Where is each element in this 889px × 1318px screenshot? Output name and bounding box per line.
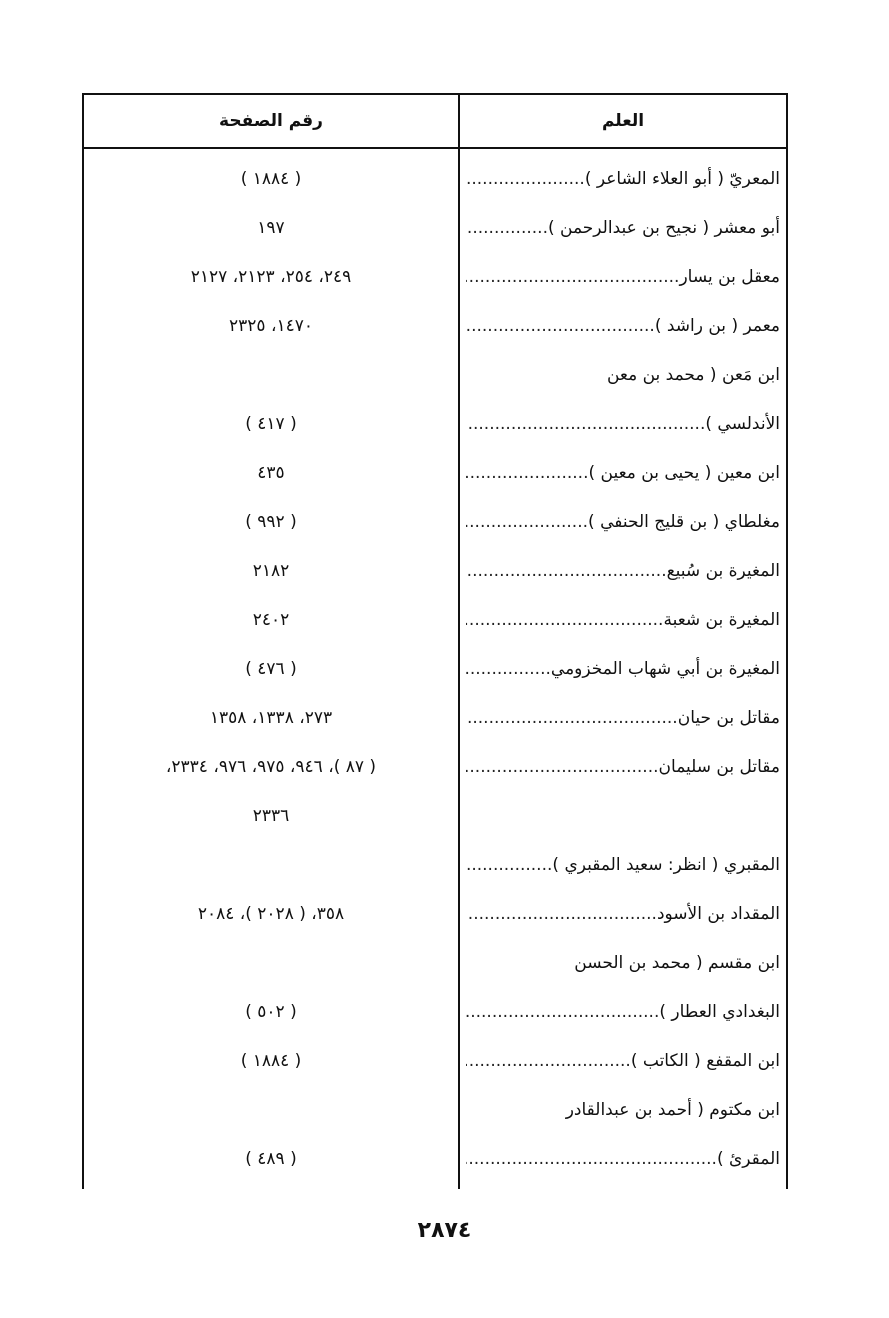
table-row	[82, 841, 788, 889]
entry-name: ابن مَعن ( محمد بن معن	[606, 365, 780, 385]
header-page-column: رقم الصفحة	[219, 111, 323, 131]
entry-name: أبو معشر ( نجيح بن عبدالرحمن ) .....	[466, 204, 780, 252]
entry-name: المغيرة بن سُبيع .....	[466, 547, 780, 595]
entry-name: ابن مقسم ( محمد بن الحسن	[574, 953, 780, 973]
table-row	[82, 988, 788, 1036]
entry-name: ابن مكتوم ( أحمد بن عبدالقادر	[565, 1100, 780, 1120]
entry-page-refs: ( ٩٩٢ )	[245, 512, 297, 532]
entry-page-refs	[90, 1086, 452, 1134]
entry-page-refs: ٢٤٩، ٢٥٤، ٢١٢٣، ٢١٢٧	[190, 267, 352, 287]
entry-page-refs	[90, 939, 452, 987]
entry-name: ابن معين ( يحيى بن معين ) .....	[466, 449, 780, 497]
entry-name: المقرئ ) .....	[466, 1135, 780, 1183]
entry-page-refs: ( ٤١٧ )	[245, 414, 297, 434]
entry-name: البغدادي العطار ) .....	[466, 988, 780, 1036]
entry-name: المغيرة بن أبي شهاب المخزومي .....	[466, 645, 780, 693]
table-row	[82, 694, 788, 742]
entry-page-refs: ( ٨٧ )، ٩٤٦، ٩٧٥، ٩٧٦، ٢٣٣٤،	[165, 757, 377, 777]
table-row	[82, 400, 788, 448]
table-row	[82, 498, 788, 546]
entry-page-refs: ( ٤٨٩ )	[245, 1149, 297, 1169]
entry-page-refs: ٢٣٣٦	[252, 806, 290, 826]
index-table	[82, 93, 788, 1189]
table-row	[82, 253, 788, 301]
entry-name: المغيرة بن شعبة .....	[466, 596, 780, 644]
table-row	[82, 792, 788, 840]
entry-page-refs	[90, 351, 452, 399]
table-row	[82, 1037, 788, 1085]
entry-page-refs: ( ١٨٨٤ )	[240, 1051, 302, 1071]
entry-name: مقاتل بن حيان .....	[466, 694, 780, 742]
table-row	[82, 547, 788, 595]
entry-page-refs: ( ٤٧٦ )	[245, 659, 297, 679]
entry-page-refs: ٢٤٠٢	[252, 610, 290, 630]
table-row	[82, 1086, 788, 1134]
entry-name: الأندلسي ) .....	[466, 400, 780, 448]
entry-name: مغلطاي ( بن قليج الحنفي ) .....	[466, 498, 780, 546]
entry-name: مقاتل بن سليمان .....	[466, 743, 780, 791]
entry-page-refs: ٣٥٨، ( ٢٠٢٨ )، ٢٠٨٤	[197, 904, 345, 924]
header-divider	[82, 147, 788, 149]
entry-page-refs: ٢٧٣، ١٣٣٨، ١٣٥٨	[209, 708, 333, 728]
entry-page-refs: ١٩٧	[257, 218, 285, 238]
page-number: ٢٨٧٤	[417, 1218, 472, 1243]
header-name-column: العلم	[601, 111, 645, 131]
entry-page-refs: ٤٣٥	[257, 463, 285, 483]
entry-page-refs: ( ٥٠٢ )	[245, 1002, 297, 1022]
table-row	[82, 302, 788, 350]
table-row	[82, 743, 788, 791]
entry-name: المعريّ ( أبو العلاء الشاعر ) .....	[466, 155, 780, 203]
table-row	[82, 645, 788, 693]
entry-page-refs: ( ١٨٨٤ )	[240, 169, 302, 189]
entry-page-refs: ٢١٨٢	[252, 561, 290, 581]
entry-name: المقداد بن الأسود .....	[466, 890, 780, 938]
entry-name: المقبري ( انظر: سعيد المقبري ) .....	[466, 841, 780, 889]
table-row	[82, 1135, 788, 1183]
entry-page-refs: ١٤٧٠، ٢٣٢٥	[229, 316, 313, 336]
entry-page-refs	[90, 841, 452, 889]
table-row	[82, 155, 788, 203]
entry-name: معقل بن يسار .....	[466, 253, 780, 301]
entry-name: معمر ( بن راشد ) .....	[466, 302, 780, 350]
entry-name: ابن المقفع ( الكاتب ) .....	[466, 1037, 780, 1085]
table-row	[82, 596, 788, 644]
table-row	[82, 890, 788, 938]
table-row	[82, 204, 788, 252]
entry-name	[466, 792, 780, 840]
table-row	[82, 449, 788, 497]
table-row	[82, 939, 788, 987]
table-row	[82, 351, 788, 399]
